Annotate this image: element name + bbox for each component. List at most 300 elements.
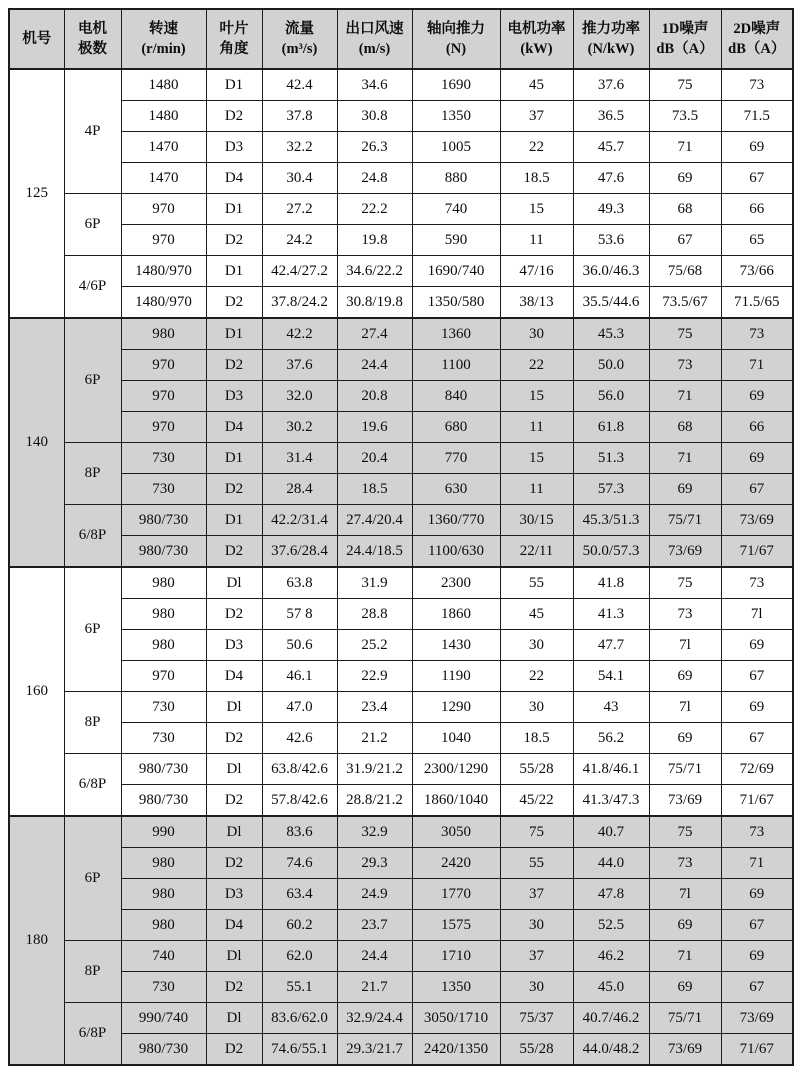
axial-thrust-cell: 1100 (412, 350, 500, 381)
axial-thrust-cell: 1690 (412, 69, 500, 101)
motor-power-cell: 15 (500, 381, 573, 412)
thrust-power-cell: 44.0/48.2 (573, 1034, 649, 1066)
noise-1d-cell: 67 (649, 225, 721, 256)
axial-thrust-cell: 2300/1290 (412, 754, 500, 785)
noise-1d-cell: 69 (649, 910, 721, 941)
speed-cell: 980 (121, 910, 206, 941)
blade-angle-cell: D2 (206, 287, 262, 319)
motor-power-cell: 22 (500, 661, 573, 692)
column-header-line1: 流量 (285, 20, 314, 37)
column-header-machine_no (9, 9, 64, 69)
motor-power-cell: 55 (500, 848, 573, 879)
table-row (9, 1003, 793, 1034)
speed-cell: 1480/970 (121, 287, 206, 319)
noise-2d-cell: 71.5/65 (721, 287, 793, 319)
noise-2d-cell: 71/67 (721, 536, 793, 568)
motor-poles-cell: 6/8P (64, 505, 121, 568)
table-row (9, 785, 793, 817)
flow-cell: 63.4 (262, 879, 337, 910)
fan-spec-table (8, 8, 794, 1066)
flow-cell: 37.8 (262, 101, 337, 132)
outlet-speed-cell: 24.4 (337, 941, 412, 972)
axial-thrust-cell: 1360/770 (412, 505, 500, 536)
column-header-axial_thrust (412, 9, 500, 69)
noise-1d-cell: 73/69 (649, 785, 721, 817)
motor-power-cell: 18.5 (500, 723, 573, 754)
table-row (9, 505, 793, 536)
motor-power-cell: 45 (500, 599, 573, 630)
thrust-power-cell: 37.6 (573, 69, 649, 101)
thrust-power-cell: 56.0 (573, 381, 649, 412)
noise-2d-cell: 69 (721, 879, 793, 910)
table-row (9, 443, 793, 474)
outlet-speed-cell: 24.4/18.5 (337, 536, 412, 568)
noise-1d-cell: 73/69 (649, 536, 721, 568)
blade-angle-cell: Dl (206, 692, 262, 723)
column-header-noise_2d (721, 9, 793, 69)
speed-cell: 970 (121, 412, 206, 443)
flow-cell: 55.1 (262, 972, 337, 1003)
blade-angle-cell: D2 (206, 599, 262, 630)
outlet-speed-cell: 29.3 (337, 848, 412, 879)
blade-angle-cell: D3 (206, 630, 262, 661)
noise-2d-cell: 73 (721, 816, 793, 848)
table-row (9, 941, 793, 972)
thrust-power-cell: 50.0 (573, 350, 649, 381)
outlet-speed-cell: 24.8 (337, 163, 412, 194)
flow-cell: 63.8 (262, 567, 337, 599)
outlet-speed-cell: 32.9 (337, 816, 412, 848)
machine-number-cell: 180 (9, 816, 64, 1065)
motor-poles-cell: 8P (64, 941, 121, 1003)
noise-2d-cell: 73 (721, 69, 793, 101)
noise-2d-cell: 73 (721, 318, 793, 350)
thrust-power-cell: 36.5 (573, 101, 649, 132)
speed-cell: 730 (121, 723, 206, 754)
blade-angle-cell: D1 (206, 194, 262, 225)
noise-2d-cell: 66 (721, 194, 793, 225)
thrust-power-cell: 40.7 (573, 816, 649, 848)
flow-cell: 74.6/55.1 (262, 1034, 337, 1066)
noise-1d-cell: 69 (649, 163, 721, 194)
speed-cell: 980/730 (121, 754, 206, 785)
thrust-power-cell: 40.7/46.2 (573, 1003, 649, 1034)
outlet-speed-cell: 24.9 (337, 879, 412, 910)
speed-cell: 970 (121, 350, 206, 381)
thrust-power-cell: 43 (573, 692, 649, 723)
flow-cell: 30.4 (262, 163, 337, 194)
column-header-outlet_speed (337, 9, 412, 69)
outlet-speed-cell: 31.9/21.2 (337, 754, 412, 785)
flow-cell: 42.4/27.2 (262, 256, 337, 287)
outlet-speed-cell: 20.4 (337, 443, 412, 474)
motor-power-cell: 18.5 (500, 163, 573, 194)
thrust-power-cell: 49.3 (573, 194, 649, 225)
axial-thrust-cell: 1350 (412, 101, 500, 132)
motor-power-cell: 30 (500, 318, 573, 350)
noise-2d-cell: 67 (721, 474, 793, 505)
speed-cell: 1480 (121, 69, 206, 101)
thrust-power-cell: 52.5 (573, 910, 649, 941)
column-header-line2: (r/min) (141, 41, 186, 57)
axial-thrust-cell: 1690/740 (412, 256, 500, 287)
noise-2d-cell: 73/66 (721, 256, 793, 287)
noise-1d-cell: 71 (649, 443, 721, 474)
motor-power-cell: 30/15 (500, 505, 573, 536)
speed-cell: 730 (121, 474, 206, 505)
table-row (9, 1034, 793, 1066)
speed-cell: 990 (121, 816, 206, 848)
motor-power-cell: 30 (500, 972, 573, 1003)
blade-angle-cell: D2 (206, 225, 262, 256)
outlet-speed-cell: 18.5 (337, 474, 412, 505)
speed-cell: 970 (121, 225, 206, 256)
noise-1d-cell: 73 (649, 599, 721, 630)
axial-thrust-cell: 1860/1040 (412, 785, 500, 817)
blade-angle-cell: D2 (206, 474, 262, 505)
machine-number-cell: 140 (9, 318, 64, 567)
table-row (9, 256, 793, 287)
table-row (9, 567, 793, 599)
thrust-power-cell: 36.0/46.3 (573, 256, 649, 287)
noise-2d-cell: 73/69 (721, 1003, 793, 1034)
speed-cell: 730 (121, 692, 206, 723)
speed-cell: 980 (121, 630, 206, 661)
blade-angle-cell: D1 (206, 505, 262, 536)
table-row (9, 287, 793, 319)
table-row (9, 692, 793, 723)
column-header-line1: 电机功率 (507, 20, 566, 37)
column-header-speed (121, 9, 206, 69)
axial-thrust-cell: 1005 (412, 132, 500, 163)
axial-thrust-cell: 740 (412, 194, 500, 225)
table-row (9, 225, 793, 256)
table-row (9, 816, 793, 848)
motor-poles-cell: 6P (64, 816, 121, 941)
table-row (9, 350, 793, 381)
outlet-speed-cell: 28.8/21.2 (337, 785, 412, 817)
motor-power-cell: 22/11 (500, 536, 573, 568)
outlet-speed-cell: 34.6/22.2 (337, 256, 412, 287)
column-header-thrust_power (573, 9, 649, 69)
motor-poles-cell: 6P (64, 194, 121, 256)
flow-cell: 37.6/28.4 (262, 536, 337, 568)
blade-angle-cell: D4 (206, 661, 262, 692)
flow-cell: 62.0 (262, 941, 337, 972)
flow-cell: 42.2 (262, 318, 337, 350)
noise-1d-cell: 69 (649, 723, 721, 754)
column-header-line2: dB（A） (728, 41, 786, 57)
axial-thrust-cell: 1710 (412, 941, 500, 972)
noise-1d-cell: 69 (649, 474, 721, 505)
outlet-speed-cell: 21.2 (337, 723, 412, 754)
machine-number-cell: 160 (9, 567, 64, 816)
speed-cell: 980/730 (121, 505, 206, 536)
speed-cell: 980 (121, 599, 206, 630)
thrust-power-cell: 47.7 (573, 630, 649, 661)
speed-cell: 990/740 (121, 1003, 206, 1034)
flow-cell: 24.2 (262, 225, 337, 256)
motor-power-cell: 75 (500, 816, 573, 848)
speed-cell: 730 (121, 972, 206, 1003)
motor-power-cell: 38/13 (500, 287, 573, 319)
outlet-speed-cell: 22.2 (337, 194, 412, 225)
speed-cell: 1470 (121, 163, 206, 194)
noise-1d-cell: 73/69 (649, 1034, 721, 1066)
column-header-line2: 极数 (78, 41, 107, 57)
flow-cell: 57 8 (262, 599, 337, 630)
blade-angle-cell: D3 (206, 381, 262, 412)
noise-2d-cell: 72/69 (721, 754, 793, 785)
column-header-line1: 叶片 (219, 20, 249, 37)
flow-cell: 28.4 (262, 474, 337, 505)
thrust-power-cell: 45.0 (573, 972, 649, 1003)
blade-angle-cell: Dl (206, 1003, 262, 1034)
outlet-speed-cell: 30.8 (337, 101, 412, 132)
column-header-line2: dB（A） (656, 41, 714, 57)
noise-2d-cell: 71 (721, 848, 793, 879)
blade-angle-cell: Dl (206, 941, 262, 972)
outlet-speed-cell: 21.7 (337, 972, 412, 1003)
noise-2d-cell: 67 (721, 723, 793, 754)
axial-thrust-cell: 1360 (412, 318, 500, 350)
noise-1d-cell: 75/71 (649, 505, 721, 536)
noise-2d-cell: 69 (721, 443, 793, 474)
motor-power-cell: 45 (500, 69, 573, 101)
flow-cell: 83.6/62.0 (262, 1003, 337, 1034)
noise-1d-cell: 75/71 (649, 754, 721, 785)
noise-1d-cell: 71 (649, 132, 721, 163)
blade-angle-cell: D2 (206, 723, 262, 754)
flow-cell: 42.2/31.4 (262, 505, 337, 536)
table-row (9, 536, 793, 568)
table-row (9, 163, 793, 194)
thrust-power-cell: 61.8 (573, 412, 649, 443)
flow-cell: 63.8/42.6 (262, 754, 337, 785)
outlet-speed-cell: 27.4/20.4 (337, 505, 412, 536)
column-header-line1: 转速 (149, 20, 178, 37)
axial-thrust-cell: 1290 (412, 692, 500, 723)
axial-thrust-cell: 1575 (412, 910, 500, 941)
thrust-power-cell: 45.7 (573, 132, 649, 163)
table-row (9, 754, 793, 785)
blade-angle-cell: D2 (206, 101, 262, 132)
axial-thrust-cell: 880 (412, 163, 500, 194)
flow-cell: 30.2 (262, 412, 337, 443)
motor-power-cell: 11 (500, 225, 573, 256)
axial-thrust-cell: 1770 (412, 879, 500, 910)
motor-poles-cell: 4P (64, 69, 121, 194)
flow-cell: 57.8/42.6 (262, 785, 337, 817)
motor-power-cell: 75/37 (500, 1003, 573, 1034)
thrust-power-cell: 56.2 (573, 723, 649, 754)
noise-2d-cell: 73 (721, 567, 793, 599)
outlet-speed-cell: 22.9 (337, 661, 412, 692)
speed-cell: 970 (121, 661, 206, 692)
column-header-flow (262, 9, 337, 69)
column-header-line2: (N) (445, 41, 467, 57)
speed-cell: 980/730 (121, 1034, 206, 1066)
axial-thrust-cell: 1190 (412, 661, 500, 692)
column-header-noise_1d (649, 9, 721, 69)
motor-power-cell: 15 (500, 443, 573, 474)
axial-thrust-cell: 2420/1350 (412, 1034, 500, 1066)
flow-cell: 47.0 (262, 692, 337, 723)
column-header-blade_angle (206, 9, 262, 69)
noise-1d-cell: 73 (649, 350, 721, 381)
noise-2d-cell: 67 (721, 972, 793, 1003)
outlet-speed-cell: 34.6 (337, 69, 412, 101)
axial-thrust-cell: 1430 (412, 630, 500, 661)
motor-power-cell: 11 (500, 412, 573, 443)
flow-cell: 74.6 (262, 848, 337, 879)
column-header-line1: 1D噪声 (661, 20, 709, 37)
axial-thrust-cell: 840 (412, 381, 500, 412)
noise-2d-cell: 71 (721, 350, 793, 381)
noise-1d-cell: 68 (649, 194, 721, 225)
noise-2d-cell: 66 (721, 412, 793, 443)
outlet-speed-cell: 29.3/21.7 (337, 1034, 412, 1066)
spec-table-body (9, 69, 793, 1065)
noise-2d-cell: 65 (721, 225, 793, 256)
noise-2d-cell: 69 (721, 381, 793, 412)
motor-power-cell: 30 (500, 692, 573, 723)
column-header-line1: 轴向推力 (427, 20, 485, 37)
flow-cell: 32.2 (262, 132, 337, 163)
column-header-line2: (m³/s) (281, 41, 318, 57)
noise-1d-cell: 7l (649, 692, 721, 723)
axial-thrust-cell: 1100/630 (412, 536, 500, 568)
motor-poles-cell: 4/6P (64, 256, 121, 319)
table-row (9, 723, 793, 754)
motor-poles-cell: 6P (64, 567, 121, 692)
axial-thrust-cell: 2300 (412, 567, 500, 599)
speed-cell: 970 (121, 194, 206, 225)
noise-1d-cell: 7l (649, 630, 721, 661)
flow-cell: 32.0 (262, 381, 337, 412)
column-header-line2: (N/kW) (587, 41, 635, 57)
motor-poles-cell: 6/8P (64, 1003, 121, 1066)
speed-cell: 980 (121, 879, 206, 910)
motor-power-cell: 30 (500, 910, 573, 941)
noise-2d-cell: 69 (721, 630, 793, 661)
noise-1d-cell: 71 (649, 381, 721, 412)
column-header-line2: (kW) (520, 41, 553, 57)
table-row (9, 194, 793, 225)
noise-2d-cell: 71.5 (721, 101, 793, 132)
motor-power-cell: 22 (500, 132, 573, 163)
table-row (9, 381, 793, 412)
motor-power-cell: 37 (500, 941, 573, 972)
motor-power-cell: 11 (500, 474, 573, 505)
thrust-power-cell: 41.8/46.1 (573, 754, 649, 785)
motor-poles-cell: 6P (64, 318, 121, 443)
column-header-line1: 机号 (22, 30, 52, 47)
noise-1d-cell: 73.5 (649, 101, 721, 132)
motor-poles-cell: 8P (64, 443, 121, 505)
axial-thrust-cell: 3050/1710 (412, 1003, 500, 1034)
motor-power-cell: 47/16 (500, 256, 573, 287)
thrust-power-cell: 41.3/47.3 (573, 785, 649, 817)
table-row (9, 972, 793, 1003)
thrust-power-cell: 35.5/44.6 (573, 287, 649, 319)
noise-2d-cell: 67 (721, 910, 793, 941)
table-row (9, 661, 793, 692)
motor-power-cell: 15 (500, 194, 573, 225)
noise-2d-cell: 69 (721, 692, 793, 723)
table-row (9, 101, 793, 132)
motor-power-cell: 30 (500, 630, 573, 661)
motor-poles-cell: 8P (64, 692, 121, 754)
thrust-power-cell: 44.0 (573, 848, 649, 879)
blade-angle-cell: D1 (206, 256, 262, 287)
blade-angle-cell: D4 (206, 412, 262, 443)
thrust-power-cell: 41.3 (573, 599, 649, 630)
noise-1d-cell: 73 (649, 848, 721, 879)
table-row (9, 848, 793, 879)
speed-cell: 1480/970 (121, 256, 206, 287)
thrust-power-cell: 46.2 (573, 941, 649, 972)
blade-angle-cell: D2 (206, 785, 262, 817)
blade-angle-cell: D1 (206, 443, 262, 474)
flow-cell: 83.6 (262, 816, 337, 848)
noise-1d-cell: 69 (649, 661, 721, 692)
table-row (9, 132, 793, 163)
blade-angle-cell: D2 (206, 972, 262, 1003)
thrust-power-cell: 41.8 (573, 567, 649, 599)
axial-thrust-cell: 680 (412, 412, 500, 443)
table-row (9, 474, 793, 505)
noise-1d-cell: 69 (649, 972, 721, 1003)
flow-cell: 42.4 (262, 69, 337, 101)
noise-1d-cell: 75 (649, 567, 721, 599)
noise-1d-cell: 7l (649, 879, 721, 910)
outlet-speed-cell: 32.9/24.4 (337, 1003, 412, 1034)
column-header-line1: 电机 (78, 20, 107, 37)
thrust-power-cell: 51.3 (573, 443, 649, 474)
noise-1d-cell: 71 (649, 941, 721, 972)
blade-angle-cell: Dl (206, 816, 262, 848)
flow-cell: 60.2 (262, 910, 337, 941)
noise-1d-cell: 75/68 (649, 256, 721, 287)
column-header-line1: 出口风速 (345, 20, 404, 37)
flow-cell: 42.6 (262, 723, 337, 754)
table-row (9, 910, 793, 941)
motor-power-cell: 37 (500, 101, 573, 132)
blade-angle-cell: Dl (206, 567, 262, 599)
axial-thrust-cell: 3050 (412, 816, 500, 848)
axial-thrust-cell: 2420 (412, 848, 500, 879)
speed-cell: 740 (121, 941, 206, 972)
table-row (9, 879, 793, 910)
speed-cell: 980 (121, 318, 206, 350)
motor-power-cell: 22 (500, 350, 573, 381)
speed-cell: 980/730 (121, 785, 206, 817)
outlet-speed-cell: 23.4 (337, 692, 412, 723)
noise-2d-cell: 67 (721, 661, 793, 692)
outlet-speed-cell: 24.4 (337, 350, 412, 381)
column-header-line2: 角度 (219, 41, 249, 57)
noise-1d-cell: 75 (649, 69, 721, 101)
table-row (9, 630, 793, 661)
blade-angle-cell: D2 (206, 536, 262, 568)
column-header-line1: 2D噪声 (733, 20, 781, 37)
axial-thrust-cell: 1350/580 (412, 287, 500, 319)
thrust-power-cell: 47.6 (573, 163, 649, 194)
motor-power-cell: 55/28 (500, 1034, 573, 1066)
speed-cell: 1480 (121, 101, 206, 132)
thrust-power-cell: 45.3 (573, 318, 649, 350)
